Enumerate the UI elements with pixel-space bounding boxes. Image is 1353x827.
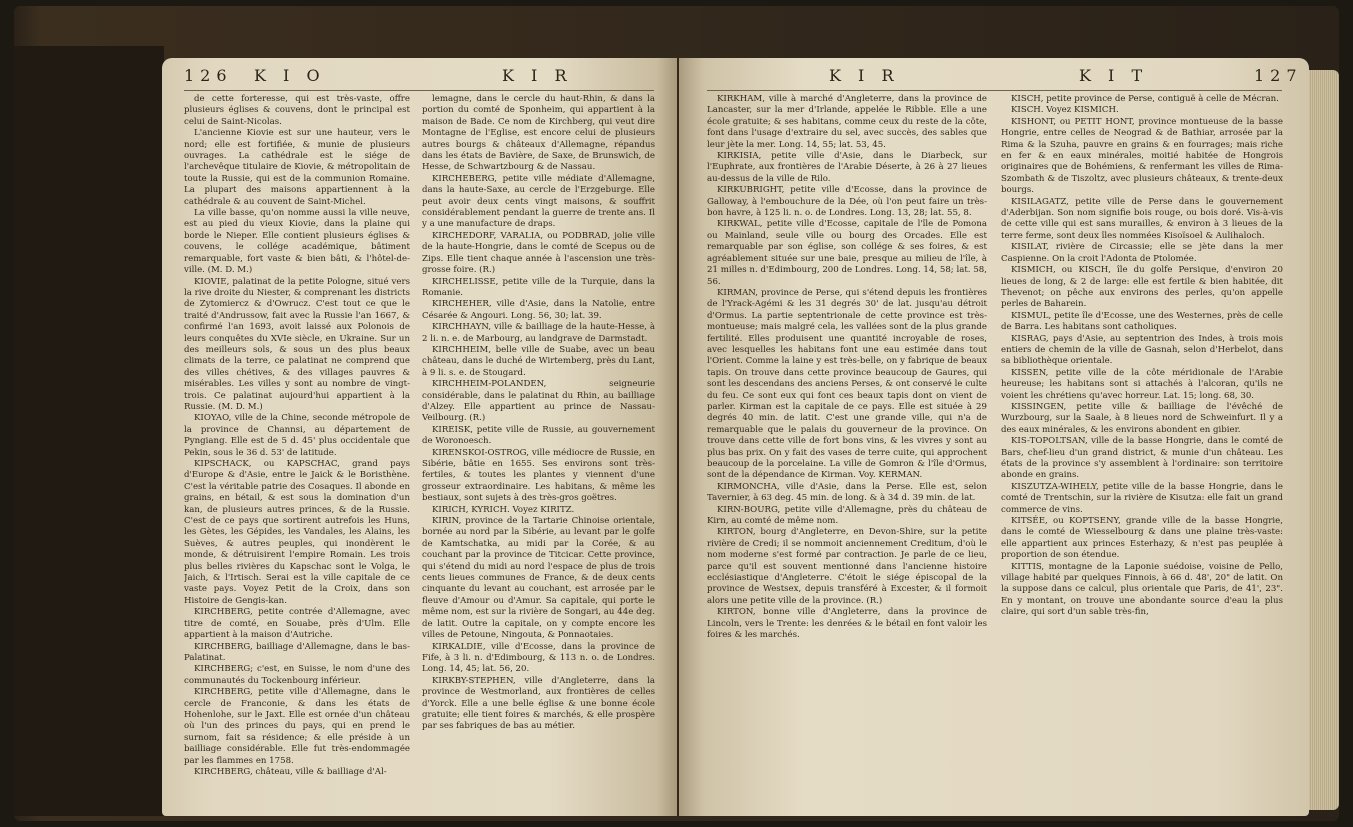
entry-paragraph: KIS-TOPOLTSAN, ville de la basse Hongrie, dans le comté de Bars, chef-lieu d'un grand district, & munie d'un château. Les états de la province s'y assemblent à l'ordinaire: son territoire abonde en grains. — [1001, 436, 1283, 481]
entry-paragraph: KIRKBY-STEPHEN, ville d'Angleterre, dans la province de Westmorland, aux frontières de celles d'Yorck. Elle a une belle église & une bonne école gratuite; elle tient foires & marchés, & elle prospère par ses fabriques de bas au métier. — [422, 675, 655, 732]
running-head-left: K I R — [829, 66, 900, 85]
running-head-right: K I R — [502, 66, 573, 85]
entry-paragraph: KIRCHBERG, petite contrée d'Allemagne, avec titre de comté, en Souabe, près d'Ulm. Elle appartient à la maison d'Autriche. — [184, 607, 410, 641]
entry-paragraph: KIRCHHAYN, ville & bailliage de la haute-Hesse, à 2 li. n. e. de Marbourg, au landgrave de Darmstadt. — [422, 322, 655, 344]
right-page — [679, 58, 1309, 816]
entry-paragraph: KITSÉE, ou KOPTSENY, grande ville de la basse Hongrie, dans le comté de Wiesselbourg & dans une plaine très-vaste: elle appartient aux princes Esterhazy, & n'est pas peuplée à proportion de son étendue. — [1001, 516, 1283, 561]
entry-paragraph: KISCH. Voyez KISMICH. — [1011, 105, 1119, 116]
entry-paragraph: KIRKISIA, petite ville d'Asie, dans le Diarbeck, sur l'Euphrate, aux frontières de l'Arabie Déserte, à 26 à 27 lieues au-dessus de la ville de Rilo. — [707, 151, 987, 184]
entry-paragraph: KIRCHHEIM, belle ville de Suabe, avec un beau château, dans le duché de Wirtemberg, près du Lant, à 9 li. s. e. de Stougard. — [422, 344, 655, 378]
entry-paragraph: KISCH, petite province de Perse, contiguë à celle de Mécran. — [1011, 94, 1279, 104]
text-column-2 — [422, 94, 655, 806]
entry-paragraph: KIRENSKOI-OSTROG, ville médiocre de Russie, en Sibérie, bâtie en 1655. Ses environs sont très-fertiles, & toutes les plantes y viennent d'une grosseur extraordinaire. Les habitans, & même les bestiaux, sont sujets à des très-gros goëtres. — [422, 447, 655, 504]
entry-paragraph: KIRN-BOURG, petite ville d'Allemagne, près du château de Kirn, au comté de même nom. — [707, 504, 987, 527]
left-page — [162, 58, 677, 816]
running-head-right: K I T — [1079, 66, 1149, 85]
entry-paragraph: KIRKWAL, petite ville d'Ecosse, capitale de l'île de Pomona ou Mainland, seule ville ou bourg des Orcades. Elle est remarquable par son église, son collége & ses foires, & est agréablement située sur une baie, presque au milieu de l'île, à 21 milles n. d'Edimbourg, 200 de Londres. Long. 14, 58; lat. 58, 56. — [707, 219, 987, 287]
entry-paragraph: KIRIN, province de la Tartarie Chinoise orientale, bornée au nord par la Sibérie, au levant par le golfe de Kamtschatka, au midi par la Corée, & au couchant par la province de Titcicar. Cette province, qui s'étend du midi au nord l'espace de plus de trois cents lieues communes de France, & de deux cents cinquante du levant au couchant, est arrosée par le fleuve d'Amour ou d'Amur. Sa capitale, qui porte le même nom, est sur la rivière de Songari, au 44e deg. de latit. Outre la capitale, on y compte encore les villes de Petoune, Ningouta, & Ponnaotaies. — [422, 516, 655, 641]
entry-paragraph: KIRMAN, province de Perse, qui s'étend depuis les frontières de l'Yrack-Agémi & les 31 degrés 30' de lat. jusqu'au détroit d'Ormus. La partie septentrionale de cette province est très-montueuse; mais malgré cela, les vallées sont de la plus grande fertilité. Elles produisent une quantité incroyable de roses, avec lesquelles les habitans font une eau estimée dans tout l'Orient. Comme la laine y est très-belle, on y fabrique de beaux tapis. On trouve dans cette province beaucoup de Gaures, qui sont les descendans des anciens Perses, & ont conservé le culte du feu. Ce sont eux qui font ces beaux tapis dont on vient de parler. Kirman est la capitale de ce pays. Elle est située à 29 degrés 40 min. de latit. C'est une grande ville, qui n'a de remarquable que le palais du gouverneur de la province. On trouve dans cette ville de fort bons vins, & les vivres y sont au plus bas prix. On y fait des vases de terre cuite, qui approchent beaucoup de la porcelaine. La ville de Gomron & l'île d'Ormus, sont de la dépendance de Kirman. Voy. KERMAN. — [707, 287, 987, 481]
entry-paragraph: KIRMONCHA, ville d'Asie, dans la Perse. Elle est, selon Tavernier, à 63 deg. 45 min. de long. & à 34 d. 39 min. de lat. — [707, 481, 987, 504]
entry-paragraph: KIRCHEHER, ville d'Asie, dans la Natolie, entre Césarée & Angouri. Long. 56, 30; lat. 39. — [422, 299, 655, 321]
entry-paragraph: KIRCHBERG; c'est, en Suisse, le nom d'une des communautés du Tockenbourg inférieur. — [184, 664, 410, 686]
entry-paragraph: KIRCHBERG, château, ville & bailliage d'Al- — [194, 766, 387, 777]
entry-paragraph: KIRKHAM, ville à marché d'Angleterre, dans la province de Lancaster, sur la mer d'Irlande, appelée le Ribble. Elle a une école gratuite; & ses habitans, comme ceux du reste de la côte, font dans l'usage d'extraire du sel, avec succès, des sables que leur jète la mer. Long. 14, 55; lat. 53, 45. — [707, 94, 987, 150]
entry-paragraph: KIPSCHACK, ou KAPSCHAC, grand pays d'Europe & d'Asie, entre le Jaick & le Boristhène. C'est la véritable patrie des Cosaques. Il abonde en grains, en bétail, & est sous la domination d'un kan, de plusieurs autres princes, & de la Russie. C'est de ce pays que sortirent autrefois les Huns, les Gètes, les Gépides, les Vandales, les Alains, les Suèves, & autres peuples, qui inondèrent le monde, & détruisirent l'empire Romain. Les trois plus belles rivières du Kapschac sont le Volga, le Jaich, & l'Irtisch. Serai est la ville capitale de ce vaste pays. Voyez Petit de la Croix, dans son Histoire de Gengis-kan. — [184, 459, 410, 606]
text-column-1 — [184, 94, 410, 806]
right-page-header — [679, 66, 1309, 90]
entry-paragraph: KISZUTZA-WIHELY, petite ville de la basse Hongrie, dans le comté de Trentschin, sur la rivière de Kisutza: elle fait un grand commerce de vins. — [1001, 481, 1283, 515]
page-block-edge — [1309, 70, 1339, 810]
entry-paragraph: KISHONT, ou PETIT HONT, province montueuse de la basse Hongrie, entre celles de Neograd & de Bathiar, arrosée par la Rima & la Szuha, pauvre en grains & en fourrages; mais riche en fer & en eaux minérales, moitié habitée de Hongrois originaires que de Bohémiens, & renfermant les villes de Rima-Szombath & de Tiszoltz, avec plusieurs châteaux, & trente-deux bourgs. — [1001, 116, 1283, 196]
book-spread — [14, 6, 1339, 821]
header-rule — [707, 90, 1282, 91]
entry-paragraph: KIRCHEBERG, petite ville médiate d'Allemagne, dans la haute-Saxe, au cercle de l'Erzgeburge. Elle peut avoir deux cents vingt maisons, & souffrit considérablement pendant la guerre de trente ans. Il y a une manufacture de draps. — [422, 173, 655, 230]
entry-paragraph: KIOYAO, ville de la Chine, seconde métropole de la province de Channsi, au département de Pyngiang. Elle est de 5 d. 45' plus occidentale que Pekin, sous le 36 d. 53' de latitude. — [184, 413, 410, 458]
entry-paragraph: KISRAG, pays d'Asie, au septentrion des Indes, à trois mois entiers de chemin de la ville de Gasnah, selon d'Herbelot, dans sa bibliothèque orientale. — [1001, 333, 1283, 367]
entry-paragraph: KISILAT, rivière de Circassie; elle se jète dans la mer Caspienne. On la croit l'Adonta de Ptolomée. — [1001, 242, 1283, 264]
entry-paragraph: lemagne, dans le cercle du haut-Rhin, & dans la portion du comté de Sponheim, qui appartient à la maison de Bade. Ce nom de Kirchberg, qui veut dire Montagne de l'Eglise, est encore celui de plusieurs autres bourgs & châteaux d'Allemagne, répandus dans les états de Bavière, de Saxe, de Brunswich, de Hesse, de Schwartzbourg & de Nassau. — [422, 94, 655, 173]
entry-paragraph: KISSINGEN, petite ville & bailliage de l'évêché de Wurzbourg, sur la Saale, à 8 lieues nord de Schweinfurt. Il y a des eaux minérales, & les environs abondent en gibier. — [1001, 401, 1283, 435]
left-page-header — [162, 66, 677, 90]
header-rule — [184, 90, 654, 91]
entry-paragraph: KIOVIE, palatinat de la petite Pologne, situé vers la rive droite du Niester, & comprenant les districts de Zytomiercz & d'Owrucz. C'est tout ce que le traité d'Andrussow, fait avec la Russie l'an 1667, & confirmé l'an 1693, avoit laissé aux Polonois de leurs conquêtes du XVIe siècle, en Ukraine. Sur un des meilleurs sols, & sous un des plus beaux climats de la terre, ce palatinat ne comprend que des villes chétives, & des villages pauvres & misérables. Les villes y sont au nombre de vingt-trois. Ce palatinat aujourd'hui appartient à la Russie. (M. D. M.) — [184, 276, 410, 412]
entry-paragraph: KITTIS, montagne de la Laponie suédoise, voisine de Pello, village habité par quelques Finnois, à 66 d. 48', 20" de latit. On la suppose dans ce calcul, plus orientale que Paris, de 41', 23". En y montant, on trouve une abondante source d'eau la plus claire, qui sort d'un sable très-fin, — [1001, 561, 1283, 618]
entry-paragraph: de cette forteresse, qui est très-vaste, offre plusieurs églises & couvens, dont le principal est celui de Saint-Nicolas. — [184, 94, 410, 127]
entry-paragraph: KIRKUBRIGHT, petite ville d'Ecosse, dans la province de Galloway, à l'embouchure de la Dée, où l'on peut faire un très-bon havre, à 125 li. n. o. de Londres. Long. 13, 28; lat. 55, 8. — [707, 185, 987, 219]
entry-paragraph: KIRTON, bonne ville d'Angleterre, dans la province de Lincoln, vers le Trente: les denrées & le bétail en font valoir les foires & les marchés. — [707, 607, 987, 641]
entry-paragraph: KIRCHBERG, petite ville d'Allemagne, dans le cercle de Franconie, & dans les états de Hohenlohe, sur le Jaxt. Elle est ornée d'un château où l'un des princes du pays, qui en prend le surnom, fait sa résidence; & elle préside à un bailliage considérable. Elle fut très-endommagée par les flammes en 1758. — [184, 687, 410, 766]
text-column-3 — [707, 94, 987, 806]
entry-paragraph: KIRCHBERG, bailliage d'Allemagne, dans le bas-Palatinat. — [184, 641, 410, 663]
entry-paragraph: KIREISK, petite ville de Russie, au gouvernement de Woronoesch. — [422, 424, 655, 447]
page-number: 126 — [184, 66, 233, 85]
entry-paragraph: KIRICH, KYRICH. Voyez KIRITZ. — [432, 504, 575, 515]
entry-paragraph: KIRCHHEIM-POLANDEN, seigneurie considérable, dans le palatinat du Rhin, au bailliage d'Alzey. Elle appartient au prince de Nassau-Veilbourg. (R.) — [422, 379, 655, 424]
entry-paragraph: La ville basse, qu'on nomme aussi la ville neuve, est au pied du vieux Kiovie, dans la plaine qui borde le Nieper. Elle contient plusieurs églises & couvens, le collége académique, bâtiment remarquable, fort vaste & bien bâti, & l'hôtel-de-ville. (M. D. M.) — [184, 208, 410, 276]
book-cover-edge — [14, 46, 164, 816]
running-head-left: K I O — [254, 66, 326, 85]
text-column-4 — [1001, 94, 1283, 806]
page-number: 127 — [1254, 66, 1303, 85]
entry-paragraph: KISMUL, petite île d'Ecosse, une des Westernes, près de celle de Barra. Les habitans sont catholiques. — [1001, 310, 1283, 333]
entry-paragraph: KISILAGATZ, petite ville de Perse dans le gouvernement d'Aderbijan. Son nom signifie bois rouge, ou bois doré. Vis-à-vis de cette ville qui est sans murailles, & environ à 3 lieues de la terre ferme, sont deux îles nommées Kisoïsoel & Aulihaloch. — [1001, 196, 1283, 241]
entry-paragraph: L'ancienne Kiovie est sur une hauteur, vers le nord; elle est fortifiée, & munie de plusieurs ouvrages. La cathédrale est le siége de l'archevêque titulaire de Kiovie, & métropolitain de toute la Russie, qui est de la communion Romaine. La plupart des maisons appartiennent à la cathédrale & au couvent de Saint-Michel. — [184, 128, 410, 207]
entry-paragraph: KISMICH, ou KISCH, île du golfe Persique, d'environ 20 lieues de long, & 2 de large: elle est fertile & bien habitée, dit Thevenot; on pêche aux environs des perles, qu'on appelle perles de Baharein. — [1001, 265, 1283, 310]
entry-paragraph: KIRTON, bourg d'Angleterre, en Devon-Shire, sur la petite rivière de Credi; il se nommoit anciennement Creditum, d'où le nom moderne s'est formé par contraction. Je parle de ce lieu, parce qu'il est souvent mentionné dans l'ancienne histoire ecclésiastique d'Angleterre. C'étoit le siége épiscopal de la province de Westsex, depuis transféré à Excester, & il formoit alors une petite ville de la province. (R.) — [707, 527, 987, 606]
entry-paragraph: KIRKALDIE, ville d'Ecosse, dans la province de Fife, à 3 li. n. d'Edimbourg, & 113 n. o. de Londres. Long. 14, 45; lat. 56, 20. — [422, 641, 655, 675]
entry-paragraph: KIRCHELISSE, petite ville de la Turquie, dans la Romanie. — [422, 276, 655, 298]
entry-paragraph: KISSEN, petite ville de la côte méridionale de l'Arabie heureuse; les habitans sont si attachés à l'alcoran, qu'ils ne voient les chrétiens qu'avec horreur. Lat. 15; long. 68, 30. — [1001, 367, 1283, 401]
entry-paragraph: KIRCHEDORF, VARALIA, ou PODBRAD, jolie ville de la haute-Hongrie, dans le comté de Scepus ou de Zips. Elle tient chaque année à l'ascension une très-grosse foire. (R.) — [422, 230, 655, 276]
